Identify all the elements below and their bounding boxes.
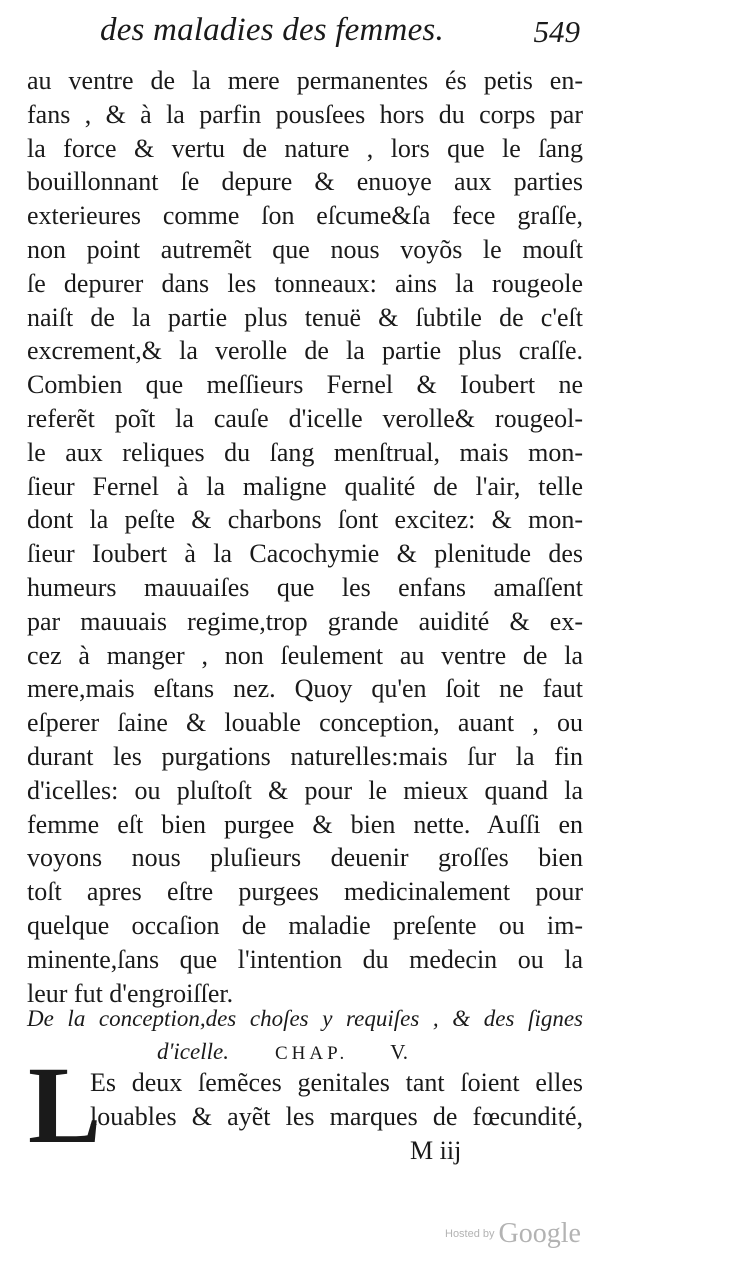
text-line: par mauuais regime,trop grande auidité & ex- bbox=[27, 606, 583, 636]
text-line-last: leur fut d'engroiſſer. bbox=[27, 978, 234, 1008]
text-line: durant les purgations naturelles:mais ſur la fin bbox=[27, 741, 583, 771]
drop-cap-initial: L bbox=[28, 1044, 102, 1166]
watermark-prefix: Hosted by bbox=[445, 1228, 495, 1240]
body-text bbox=[27, 64, 583, 1010]
chapter-number: V. bbox=[390, 1040, 409, 1064]
chapter-title-line: De la conception,des choſes y requiſes , & des ſignes bbox=[27, 1006, 583, 1031]
text-line: humeurs mauuaiſes que les enfans amaſſent bbox=[27, 572, 583, 602]
page-number: 549 bbox=[533, 14, 580, 49]
chapter-title-end: d'icelle. bbox=[157, 1039, 229, 1064]
chapter-heading bbox=[27, 1002, 583, 1068]
text-line: toſt apres eſtre purgees medicinalement pour bbox=[27, 877, 583, 907]
text-line: cez à manger , non ſeulement au ventre de la bbox=[27, 640, 583, 670]
text-line: quelque occaſion de maladie preſente ou im- bbox=[27, 910, 583, 940]
text-line: excrement,& la verolle de la partie plus craſſe. bbox=[27, 336, 583, 366]
chapter-body bbox=[90, 1066, 583, 1134]
chapter-text-line: louables & ayẽt les marques de fœcundité, bbox=[90, 1101, 583, 1131]
text-line: au ventre de la mere permanentes és petis en- bbox=[27, 66, 583, 95]
running-title: des maladies des femmes. bbox=[100, 12, 444, 48]
text-line: non point autremẽt que nous voyõs le mouſt bbox=[27, 234, 583, 264]
text-line: d'icelles: ou pluſtoſt & pour le mieux quand la bbox=[27, 775, 583, 805]
chapter-title-line-2 bbox=[27, 1035, 583, 1068]
text-line: ſe depurer dans les tonneaux: ains la rougeole bbox=[27, 268, 583, 298]
text-line: Combien que meſſieurs Fernel & Ioubert ne bbox=[27, 370, 583, 400]
hosted-by-watermark bbox=[445, 1218, 595, 1252]
text-line: voyons nous pluſieurs deuenir groſſes bien bbox=[27, 843, 583, 873]
text-line: exterieures comme ſon eſcume&ſa fece graſſe, bbox=[27, 201, 583, 231]
watermark-brand: Google bbox=[498, 1218, 581, 1249]
text-line: femme eſt bien purgee & bien nette. Auſſi en bbox=[27, 809, 583, 839]
chapter-text-line: Es deux ſemẽces genitales tant ſoient elles bbox=[90, 1068, 583, 1097]
text-line: minente,ſans que l'intention du medecin ou la bbox=[27, 944, 583, 974]
text-line: ſieur Fernel à la maligne qualité de l'air, telle bbox=[27, 471, 583, 501]
text-line: ſieur Ioubert à la Cacochymie & plenitude des bbox=[27, 539, 583, 569]
text-line: bouillonnant ſe depure & enuoye aux parties bbox=[27, 167, 583, 197]
signature-mark: M iij bbox=[410, 1136, 462, 1165]
text-line: naiſt de la partie plus tenuë & ſubtile de c'eſt bbox=[27, 302, 583, 332]
text-line: eſperer ſaine & louable conception, auant , ou bbox=[27, 708, 583, 738]
text-line: le aux reliques du ſang menſtrual, mais mon- bbox=[27, 437, 583, 467]
text-line: referẽt poĩt la cauſe d'icelle verolle& rougeol- bbox=[27, 403, 583, 433]
text-line: mere,mais eſtans nez. Quoy qu'en ſoit ne faut bbox=[27, 674, 583, 704]
chapter-label: CHAP. bbox=[274, 1043, 349, 1064]
text-line: la force & vertu de nature , lors que le ſang bbox=[27, 133, 583, 163]
text-line: dont la peſte & charbons ſont excitez: & mon- bbox=[27, 505, 583, 535]
running-head bbox=[100, 12, 580, 56]
text-line: fans , & à la parfin pousſees hors du corps par bbox=[27, 99, 583, 129]
